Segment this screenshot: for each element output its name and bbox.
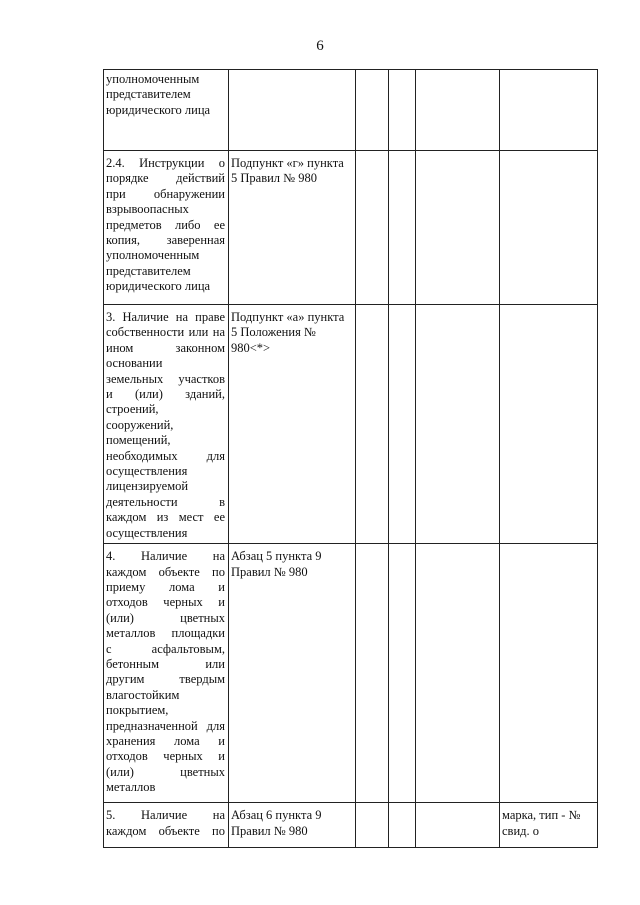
empty-cell bbox=[356, 803, 389, 848]
description-line: каждом из мест ее bbox=[106, 510, 225, 525]
description-line: юридического лица bbox=[106, 279, 211, 294]
notes-cell bbox=[500, 305, 598, 544]
empty-cell bbox=[356, 70, 389, 151]
description-line: собственности или на bbox=[106, 325, 225, 340]
description-line: (или) цветных bbox=[106, 764, 225, 779]
empty-cell bbox=[416, 803, 500, 848]
description-line: металлов площадки bbox=[106, 626, 225, 641]
description-line: основании bbox=[106, 356, 163, 371]
legal-basis-line: Правил № 980 bbox=[231, 564, 308, 579]
empty-cell bbox=[389, 70, 416, 151]
description-line: строений, bbox=[106, 402, 159, 417]
description-line: юридического лица bbox=[106, 102, 211, 117]
description-line: сооружений, bbox=[106, 417, 174, 432]
table-row bbox=[104, 151, 598, 305]
empty-cell bbox=[389, 305, 416, 544]
empty-cell bbox=[416, 305, 500, 544]
description-line: приему лома и bbox=[106, 579, 225, 594]
table-row bbox=[104, 70, 598, 151]
legal-basis-line: Подпункт «г» пункта bbox=[231, 156, 344, 170]
notes-cell bbox=[500, 151, 598, 305]
description-line: взрывоопасных bbox=[106, 202, 189, 217]
description-line: уполномоченным bbox=[106, 248, 200, 263]
description-line: и (или) зданий, bbox=[106, 387, 225, 402]
notes-cell bbox=[500, 803, 598, 848]
empty-cell bbox=[416, 544, 500, 803]
description-line: порядке действий bbox=[106, 171, 225, 186]
legal-basis-cell bbox=[229, 70, 356, 151]
notes-cell bbox=[500, 70, 598, 151]
table-row bbox=[104, 803, 598, 848]
legal-basis-cell bbox=[229, 151, 356, 305]
requirement-description-cell bbox=[104, 803, 229, 848]
notes-cell bbox=[500, 544, 598, 803]
description-line: бетонным или bbox=[106, 656, 225, 671]
description-line: деятельности в bbox=[106, 494, 225, 509]
description-line: 2.4. Инструкции о bbox=[106, 156, 225, 170]
description-line: другим твердым bbox=[106, 672, 225, 687]
legal-basis-cell bbox=[229, 544, 356, 803]
description-line: представителем bbox=[106, 87, 191, 102]
empty-cell bbox=[389, 803, 416, 848]
description-line: с асфальтовым, bbox=[106, 641, 225, 656]
description-line: представителем bbox=[106, 263, 191, 278]
empty-cell bbox=[416, 70, 500, 151]
description-line: уполномоченным bbox=[106, 72, 200, 86]
description-line: каждом объекте по bbox=[106, 564, 225, 579]
description-line: при обнаружении bbox=[106, 186, 225, 201]
description-line: металлов bbox=[106, 780, 156, 795]
description-line: ином законном bbox=[106, 340, 225, 355]
description-line: каждом объекте по bbox=[106, 823, 225, 838]
empty-cell bbox=[416, 151, 500, 305]
legal-basis-line: 980<*> bbox=[231, 340, 271, 355]
description-line: копия, заверенная bbox=[106, 233, 225, 248]
legal-basis-line: Правил № 980 bbox=[231, 823, 308, 838]
requirement-description-cell bbox=[104, 305, 229, 544]
description-line: лицензируемой bbox=[106, 479, 189, 494]
requirement-description-cell bbox=[104, 70, 229, 151]
description-line: хранения лома и bbox=[106, 733, 225, 748]
empty-cell bbox=[356, 544, 389, 803]
legal-basis-line: 5 Положения № bbox=[231, 325, 316, 340]
description-line: предметов либо ее bbox=[106, 217, 225, 232]
description-line: земельных участков bbox=[106, 371, 225, 386]
legal-basis-line: 5 Правил № 980 bbox=[231, 171, 317, 186]
description-line: предназначенной для bbox=[106, 718, 225, 733]
legal-basis-cell bbox=[229, 803, 356, 848]
description-line: влагостойким bbox=[106, 687, 180, 702]
legal-basis-line: Подпункт «а» пункта bbox=[231, 310, 345, 324]
empty-cell bbox=[389, 544, 416, 803]
legal-basis-line: Абзац 5 пункта 9 bbox=[231, 549, 322, 564]
page-number: 6 bbox=[316, 38, 324, 54]
legal-basis-cell bbox=[229, 305, 356, 544]
requirements-table bbox=[103, 69, 598, 848]
requirements-table-body bbox=[104, 70, 598, 848]
description-line: (или) цветных bbox=[106, 610, 225, 625]
note-line: марка, тип - № bbox=[502, 808, 581, 823]
empty-cell bbox=[356, 151, 389, 305]
table-row bbox=[104, 544, 598, 803]
empty-cell bbox=[389, 151, 416, 305]
description-line: 5. Наличие на bbox=[106, 808, 225, 823]
note-line: свид. о bbox=[502, 823, 539, 838]
description-line: 3. Наличие на праве bbox=[106, 310, 225, 324]
legal-basis-line: Абзац 6 пункта 9 bbox=[231, 808, 322, 823]
description-line: отходов черных и bbox=[106, 749, 225, 764]
description-line: осуществления bbox=[106, 464, 188, 479]
requirement-description-cell bbox=[104, 151, 229, 305]
description-line: покрытием, bbox=[106, 703, 169, 718]
description-line: 4. Наличие на bbox=[106, 549, 225, 564]
table-row bbox=[104, 305, 598, 544]
description-line: помещений, bbox=[106, 433, 171, 448]
description-line: необходимых для bbox=[106, 448, 225, 463]
description-line: отходов черных и bbox=[106, 595, 225, 610]
requirement-description-cell bbox=[104, 544, 229, 803]
description-line: осуществления bbox=[106, 525, 188, 540]
empty-cell bbox=[356, 305, 389, 544]
